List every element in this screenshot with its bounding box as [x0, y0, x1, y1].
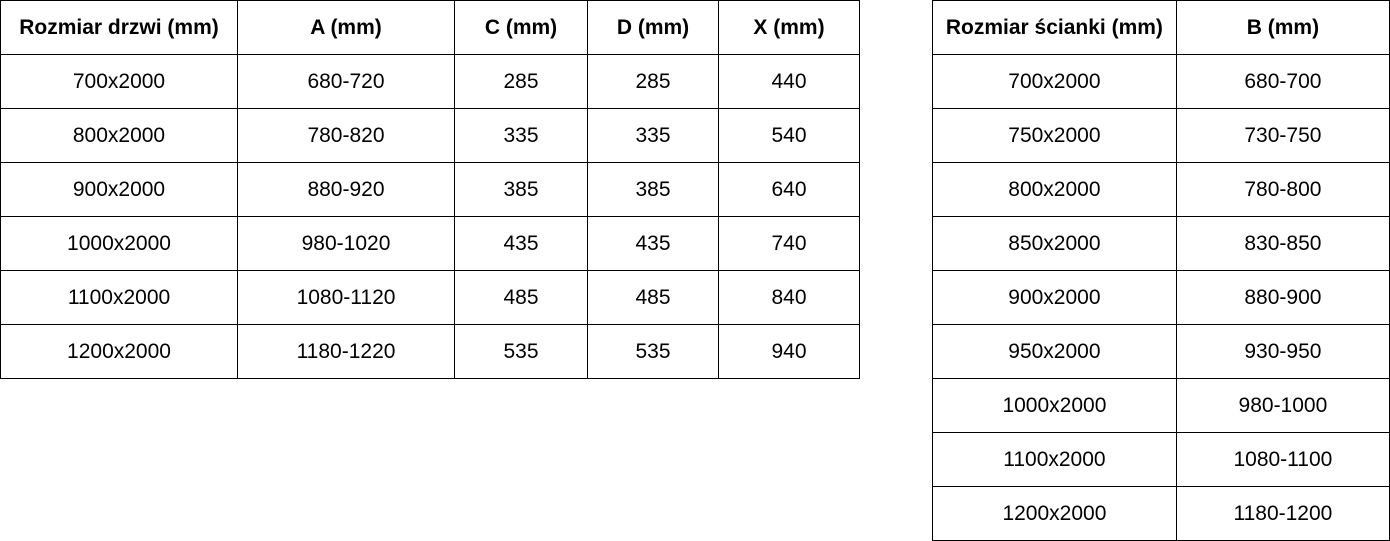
doors-table-body: [1, 55, 860, 379]
column-header-x: X (mm): [719, 1, 860, 55]
table-row: [1, 217, 860, 271]
table-row: [933, 163, 1390, 217]
cell-c: 485: [455, 271, 588, 325]
cell-b: 1180-1200: [1176, 487, 1389, 541]
cell-wall-size: 700x2000: [933, 55, 1177, 109]
cell-wall-size: 900x2000: [933, 271, 1177, 325]
cell-b: 830-850: [1176, 217, 1389, 271]
cell-c: 535: [455, 325, 588, 379]
table-row: [1, 55, 860, 109]
cell-a: 780-820: [238, 109, 455, 163]
cell-x: 440: [719, 55, 860, 109]
column-header-d: D (mm): [588, 1, 719, 55]
cell-x: 640: [719, 163, 860, 217]
table-row: [933, 55, 1390, 109]
column-header-a: A (mm): [238, 1, 455, 55]
cell-wall-size: 950x2000: [933, 325, 1177, 379]
cell-c: 285: [455, 55, 588, 109]
cell-a: 980-1020: [238, 217, 455, 271]
cell-b: 880-900: [1176, 271, 1389, 325]
table-header-row: [1, 1, 860, 55]
cell-d: 485: [588, 271, 719, 325]
cell-x: 540: [719, 109, 860, 163]
cell-a: 680-720: [238, 55, 455, 109]
cell-d: 535: [588, 325, 719, 379]
table-row: [933, 109, 1390, 163]
cell-a: 1180-1220: [238, 325, 455, 379]
cell-door-size: 1100x2000: [1, 271, 238, 325]
table-row: [1, 109, 860, 163]
cell-b: 930-950: [1176, 325, 1389, 379]
table-row: [933, 325, 1390, 379]
cell-d: 435: [588, 217, 719, 271]
doors-dimensions-table: [0, 0, 860, 379]
table-row: [1, 163, 860, 217]
table-row: [933, 271, 1390, 325]
cell-c: 435: [455, 217, 588, 271]
cell-b: 780-800: [1176, 163, 1389, 217]
cell-wall-size: 750x2000: [933, 109, 1177, 163]
table-row: [933, 217, 1390, 271]
cell-b: 730-750: [1176, 109, 1389, 163]
cell-x: 740: [719, 217, 860, 271]
cell-d: 285: [588, 55, 719, 109]
cell-x: 840: [719, 271, 860, 325]
cell-c: 335: [455, 109, 588, 163]
cell-wall-size: 1100x2000: [933, 433, 1177, 487]
cell-door-size: 1200x2000: [1, 325, 238, 379]
cell-wall-size: 1200x2000: [933, 487, 1177, 541]
column-header-b: B (mm): [1176, 1, 1389, 55]
cell-c: 385: [455, 163, 588, 217]
cell-door-size: 900x2000: [1, 163, 238, 217]
table-row: [933, 487, 1390, 541]
cell-wall-size: 800x2000: [933, 163, 1177, 217]
table-row: [1, 325, 860, 379]
cell-a: 1080-1120: [238, 271, 455, 325]
cell-d: 335: [588, 109, 719, 163]
wall-table-header: [933, 1, 1390, 55]
cell-wall-size: 1000x2000: [933, 379, 1177, 433]
wall-dimensions-table: [932, 0, 1390, 541]
cell-d: 385: [588, 163, 719, 217]
column-header-door-size: Rozmiar drzwi (mm): [1, 1, 238, 55]
cell-door-size: 1000x2000: [1, 217, 238, 271]
doors-table-header: [1, 1, 860, 55]
table-row: [933, 379, 1390, 433]
cell-b: 680-700: [1176, 55, 1389, 109]
column-header-c: C (mm): [455, 1, 588, 55]
table-row: [933, 433, 1390, 487]
cell-wall-size: 850x2000: [933, 217, 1177, 271]
cell-b: 1080-1100: [1176, 433, 1389, 487]
cell-door-size: 800x2000: [1, 109, 238, 163]
table-header-row: [933, 1, 1390, 55]
cell-door-size: 700x2000: [1, 55, 238, 109]
table-row: [1, 271, 860, 325]
wall-table-body: [933, 55, 1390, 541]
cell-a: 880-920: [238, 163, 455, 217]
cell-x: 940: [719, 325, 860, 379]
cell-b: 980-1000: [1176, 379, 1389, 433]
column-header-wall-size: Rozmiar ścianki (mm): [933, 1, 1177, 55]
